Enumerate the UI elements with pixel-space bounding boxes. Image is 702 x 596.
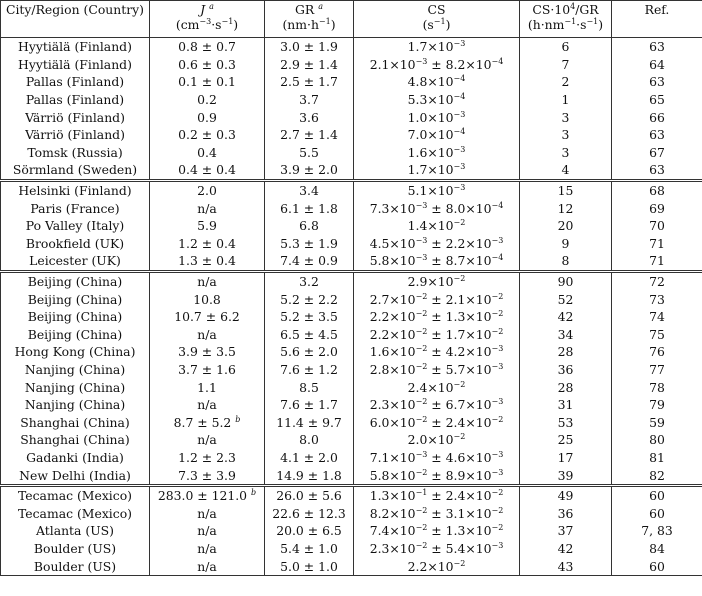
table-row bbox=[1, 217, 702, 235]
cell-cs: $2.2\times 10^{-2} \pm 1.7\times 10^{-2}$ bbox=[354, 326, 520, 344]
cell-j: 10.8 bbox=[150, 290, 265, 308]
cell-gr: 3.4 bbox=[265, 180, 354, 199]
cell-city: Brookfield (UK) bbox=[1, 235, 150, 253]
cell-ref: 69 bbox=[612, 199, 702, 217]
cell-ratio: 37 bbox=[520, 522, 612, 540]
table-row bbox=[1, 73, 702, 91]
cell-ratio: 36 bbox=[520, 361, 612, 379]
cell-gr: 5.2 ± 3.5 bbox=[265, 308, 354, 326]
header-cs: CS $(s^{-1})$ bbox=[354, 1, 520, 38]
header-cs-gr-ratio: $CS\cdot 10^4/GR$ $(h\cdot nm^{-1}\cdot s^{-1})$ bbox=[520, 1, 612, 38]
cell-city: Po Valley (Italy) bbox=[1, 217, 150, 235]
cell-city: Beijing (China) bbox=[1, 290, 150, 308]
header-ref: Ref. bbox=[612, 1, 702, 38]
cell-ratio: 9 bbox=[520, 235, 612, 253]
cell-city: Beijing (China) bbox=[1, 271, 150, 290]
table-row bbox=[1, 308, 702, 326]
cell-ratio: 3 bbox=[520, 108, 612, 126]
cell-j: 0.2 ± 0.3 bbox=[150, 126, 265, 144]
cell-gr: 26.0 ± 5.6 bbox=[265, 485, 354, 504]
cell-ratio: 3 bbox=[520, 144, 612, 162]
cell-cs: $2.3\times 10^{-2} \pm 5.4\times 10^{-3}$ bbox=[354, 540, 520, 558]
table-row bbox=[1, 235, 702, 253]
cell-cs: $5.8\times 10^{-2} \pm 8.9\times 10^{-3}$ bbox=[354, 466, 520, 485]
cell-ref: 71 bbox=[612, 252, 702, 271]
cell-cs: $1.4\times 10^{-2}$ bbox=[354, 217, 520, 235]
table-body bbox=[1, 38, 702, 576]
cell-cs: $6.0\times 10^{-2} \pm 2.4\times 10^{-2}$ bbox=[354, 413, 520, 431]
cell-j: 8.7 ± 5.2 $^b$ bbox=[150, 413, 265, 431]
table-row bbox=[1, 522, 702, 540]
header-row bbox=[1, 1, 702, 38]
cell-cs: $5.3\times 10^{-4}$ bbox=[354, 91, 520, 109]
cell-ratio: 52 bbox=[520, 290, 612, 308]
cell-ref: 67 bbox=[612, 144, 702, 162]
cell-ratio: 39 bbox=[520, 466, 612, 485]
cell-gr: 6.8 bbox=[265, 217, 354, 235]
header-city: City/Region (Country) bbox=[1, 1, 150, 38]
table-row bbox=[1, 466, 702, 485]
cell-j: 7.3 ± 3.9 bbox=[150, 466, 265, 485]
cell-j: 0.1 ± 0.1 bbox=[150, 73, 265, 91]
cell-gr: 14.9 ± 1.8 bbox=[265, 466, 354, 485]
cell-cs: $1.0\times 10^{-3}$ bbox=[354, 108, 520, 126]
cell-cs: $2.7\times 10^{-2} \pm 2.1\times 10^{-2}$ bbox=[354, 290, 520, 308]
cell-cs: $1.7\times 10^{-3}$ bbox=[354, 38, 520, 56]
cell-ratio: 20 bbox=[520, 217, 612, 235]
cell-cs: $1.3\times 10^{-1} \pm 2.4\times 10^{-2}$ bbox=[354, 485, 520, 504]
cell-cs: $7.0\times 10^{-4}$ bbox=[354, 126, 520, 144]
table-row bbox=[1, 504, 702, 522]
cell-j: 3.7 ± 1.6 bbox=[150, 361, 265, 379]
cell-j: 0.8 ± 0.7 bbox=[150, 38, 265, 56]
cell-gr: 8.0 bbox=[265, 431, 354, 449]
cell-ref: 79 bbox=[612, 396, 702, 414]
cell-ref: 81 bbox=[612, 449, 702, 467]
cell-city: Sörmland (Sweden) bbox=[1, 161, 150, 180]
cell-j: 3.9 ± 3.5 bbox=[150, 343, 265, 361]
cell-j: 0.9 bbox=[150, 108, 265, 126]
cell-gr: 7.6 ± 1.7 bbox=[265, 396, 354, 414]
table-row bbox=[1, 161, 702, 180]
cell-cs: $5.1\times 10^{-3}$ bbox=[354, 180, 520, 199]
cell-gr: 8.5 bbox=[265, 378, 354, 396]
cell-city: Nanjing (China) bbox=[1, 396, 150, 414]
cell-gr: 6.1 ± 1.8 bbox=[265, 199, 354, 217]
cell-ref: 71 bbox=[612, 235, 702, 253]
cell-j: 0.4 ± 0.4 bbox=[150, 161, 265, 180]
cell-ref: 64 bbox=[612, 56, 702, 74]
cell-city: Boulder (US) bbox=[1, 540, 150, 558]
cell-ref: 60 bbox=[612, 557, 702, 575]
table-row bbox=[1, 540, 702, 558]
cell-j: 0.2 bbox=[150, 91, 265, 109]
table-row bbox=[1, 343, 702, 361]
cell-gr: 2.9 ± 1.4 bbox=[265, 56, 354, 74]
table-row bbox=[1, 557, 702, 575]
cell-cs: $2.4\times 10^{-2}$ bbox=[354, 378, 520, 396]
table-row bbox=[1, 413, 702, 431]
cell-ratio: 42 bbox=[520, 540, 612, 558]
table-row bbox=[1, 91, 702, 109]
cell-ref: 70 bbox=[612, 217, 702, 235]
table-row bbox=[1, 271, 702, 290]
cell-ratio: 90 bbox=[520, 271, 612, 290]
cell-gr: 20.0 ± 6.5 bbox=[265, 522, 354, 540]
table-row bbox=[1, 180, 702, 199]
cell-ref: 63 bbox=[612, 38, 702, 56]
cell-city: Nanjing (China) bbox=[1, 361, 150, 379]
cell-cs: $2.2\times 10^{-2}$ bbox=[354, 557, 520, 575]
header-j: J $^a$ $(cm^{-3}\cdot s^{-1})$ bbox=[150, 1, 265, 38]
cell-ratio: 12 bbox=[520, 199, 612, 217]
cell-gr: 22.6 ± 12.3 bbox=[265, 504, 354, 522]
cell-ratio: 2 bbox=[520, 73, 612, 91]
cell-ratio: 42 bbox=[520, 308, 612, 326]
cell-gr: 3.6 bbox=[265, 108, 354, 126]
cell-ref: 63 bbox=[612, 126, 702, 144]
cell-gr: 6.5 ± 4.5 bbox=[265, 326, 354, 344]
table-row bbox=[1, 144, 702, 162]
cell-cs: $2.0\times 10^{-2}$ bbox=[354, 431, 520, 449]
cell-cs: $2.1\times 10^{-3} \pm 8.2\times 10^{-4}$ bbox=[354, 56, 520, 74]
cell-ratio: 25 bbox=[520, 431, 612, 449]
cell-ratio: 36 bbox=[520, 504, 612, 522]
cell-city: Hong Kong (China) bbox=[1, 343, 150, 361]
cell-ratio: 8 bbox=[520, 252, 612, 271]
cell-ref: 76 bbox=[612, 343, 702, 361]
cell-j: n/a bbox=[150, 199, 265, 217]
cell-gr: 5.6 ± 2.0 bbox=[265, 343, 354, 361]
cell-ref: 75 bbox=[612, 326, 702, 344]
cell-j: n/a bbox=[150, 504, 265, 522]
cell-ratio: 17 bbox=[520, 449, 612, 467]
cell-j: 0.6 ± 0.3 bbox=[150, 56, 265, 74]
table-row bbox=[1, 431, 702, 449]
cell-cs: $1.6\times 10^{-2} \pm 4.2\times 10^{-3}$ bbox=[354, 343, 520, 361]
cell-ref: 82 bbox=[612, 466, 702, 485]
table-row bbox=[1, 378, 702, 396]
cell-j: 0.4 bbox=[150, 144, 265, 162]
cell-ref: 77 bbox=[612, 361, 702, 379]
cell-city: Helsinki (Finland) bbox=[1, 180, 150, 199]
table-row bbox=[1, 396, 702, 414]
cell-gr: 3.7 bbox=[265, 91, 354, 109]
cell-ratio: 3 bbox=[520, 126, 612, 144]
cell-cs: $4.8\times 10^{-4}$ bbox=[354, 73, 520, 91]
table-row bbox=[1, 485, 702, 504]
table-row bbox=[1, 252, 702, 271]
cell-cs: $7.4\times 10^{-2} \pm 1.3\times 10^{-2}$ bbox=[354, 522, 520, 540]
cell-ratio: 4 bbox=[520, 161, 612, 180]
cell-j: n/a bbox=[150, 396, 265, 414]
cell-j: n/a bbox=[150, 522, 265, 540]
cell-cs: $1.7\times 10^{-3}$ bbox=[354, 161, 520, 180]
table-row bbox=[1, 449, 702, 467]
cell-ref: 60 bbox=[612, 485, 702, 504]
cell-ratio: 28 bbox=[520, 343, 612, 361]
cell-cs: $2.9\times 10^{-2}$ bbox=[354, 271, 520, 290]
cell-ref: 74 bbox=[612, 308, 702, 326]
cell-ratio: 28 bbox=[520, 378, 612, 396]
cell-cs: $5.8\times 10^{-3} \pm 8.7\times 10^{-4}$ bbox=[354, 252, 520, 271]
cell-city: Pallas (Finland) bbox=[1, 73, 150, 91]
cell-gr: 11.4 ± 9.7 bbox=[265, 413, 354, 431]
cell-ratio: 34 bbox=[520, 326, 612, 344]
cell-ref: 72 bbox=[612, 271, 702, 290]
cell-cs: $2.8\times 10^{-2} \pm 5.7\times 10^{-3}$ bbox=[354, 361, 520, 379]
cell-ratio: 53 bbox=[520, 413, 612, 431]
table-row bbox=[1, 361, 702, 379]
cell-gr: 3.9 ± 2.0 bbox=[265, 161, 354, 180]
cell-city: Nanjing (China) bbox=[1, 378, 150, 396]
cell-gr: 3.0 ± 1.9 bbox=[265, 38, 354, 56]
cell-j: n/a bbox=[150, 540, 265, 558]
cell-j: 1.2 ± 0.4 bbox=[150, 235, 265, 253]
cell-ratio: 15 bbox=[520, 180, 612, 199]
cell-ref: 7, 83 bbox=[612, 522, 702, 540]
table-row bbox=[1, 56, 702, 74]
cell-ref: 78 bbox=[612, 378, 702, 396]
cell-city: Hyytiälä (Finland) bbox=[1, 38, 150, 56]
table-row bbox=[1, 290, 702, 308]
header-gr: GR $^a$ $(nm\cdot h^{-1})$ bbox=[265, 1, 354, 38]
cell-j: 10.7 ± 6.2 bbox=[150, 308, 265, 326]
cell-j: n/a bbox=[150, 271, 265, 290]
cell-ratio: 49 bbox=[520, 485, 612, 504]
cell-city: Värriö (Finland) bbox=[1, 126, 150, 144]
cell-j: 5.9 bbox=[150, 217, 265, 235]
cell-city: Atlanta (US) bbox=[1, 522, 150, 540]
cell-gr: 2.7 ± 1.4 bbox=[265, 126, 354, 144]
cell-j: 1.2 ± 2.3 bbox=[150, 449, 265, 467]
cell-j: 1.1 bbox=[150, 378, 265, 396]
cell-gr: 2.5 ± 1.7 bbox=[265, 73, 354, 91]
cell-ref: 68 bbox=[612, 180, 702, 199]
cell-cs: $7.1\times 10^{-3} \pm 4.6\times 10^{-3}$ bbox=[354, 449, 520, 467]
table-row bbox=[1, 326, 702, 344]
cell-gr: 4.1 ± 2.0 bbox=[265, 449, 354, 467]
table-row bbox=[1, 199, 702, 217]
cell-city: Pallas (Finland) bbox=[1, 91, 150, 109]
cell-cs: $8.2\times 10^{-2} \pm 3.1\times 10^{-2}$ bbox=[354, 504, 520, 522]
table-row bbox=[1, 126, 702, 144]
cell-city: Beijing (China) bbox=[1, 308, 150, 326]
cell-city: Värriö (Finland) bbox=[1, 108, 150, 126]
table-row bbox=[1, 108, 702, 126]
cell-ratio: 6 bbox=[520, 38, 612, 56]
cell-city: Tomsk (Russia) bbox=[1, 144, 150, 162]
cell-gr: 7.4 ± 0.9 bbox=[265, 252, 354, 271]
cell-cs: $7.3\times 10^{-3} \pm 8.0\times 10^{-4}$ bbox=[354, 199, 520, 217]
cell-cs: $1.6\times 10^{-3}$ bbox=[354, 144, 520, 162]
cell-j: n/a bbox=[150, 431, 265, 449]
cell-ratio: 7 bbox=[520, 56, 612, 74]
cell-j: 283.0 ± 121.0 $^b$ bbox=[150, 485, 265, 504]
cell-gr: 5.2 ± 2.2 bbox=[265, 290, 354, 308]
cell-ratio: 31 bbox=[520, 396, 612, 414]
cell-gr: 7.6 ± 1.2 bbox=[265, 361, 354, 379]
cell-city: Boulder (US) bbox=[1, 557, 150, 575]
cell-city: Hyytiälä (Finland) bbox=[1, 56, 150, 74]
cell-ref: 65 bbox=[612, 91, 702, 109]
cell-gr: 5.3 ± 1.9 bbox=[265, 235, 354, 253]
cell-ref: 73 bbox=[612, 290, 702, 308]
cell-cs: $2.3\times 10^{-2} \pm 6.7\times 10^{-3}$ bbox=[354, 396, 520, 414]
cell-city: Paris (France) bbox=[1, 199, 150, 217]
cell-city: Shanghai (China) bbox=[1, 431, 150, 449]
cell-cs: $4.5\times 10^{-3} \pm 2.2\times 10^{-3}$ bbox=[354, 235, 520, 253]
cell-city: Tecamac (Mexico) bbox=[1, 504, 150, 522]
cell-city: Leicester (UK) bbox=[1, 252, 150, 271]
cell-city: Beijing (China) bbox=[1, 326, 150, 344]
cell-ref: 60 bbox=[612, 504, 702, 522]
cell-gr: 3.2 bbox=[265, 271, 354, 290]
cell-ref: 59 bbox=[612, 413, 702, 431]
cell-j: 2.0 bbox=[150, 180, 265, 199]
cell-gr: 5.4 ± 1.0 bbox=[265, 540, 354, 558]
cell-ref: 63 bbox=[612, 161, 702, 180]
cell-j: n/a bbox=[150, 326, 265, 344]
cell-city: Tecamac (Mexico) bbox=[1, 485, 150, 504]
cell-city: New Delhi (India) bbox=[1, 466, 150, 485]
cell-j: n/a bbox=[150, 557, 265, 575]
cell-ref: 66 bbox=[612, 108, 702, 126]
cell-gr: 5.5 bbox=[265, 144, 354, 162]
cell-ratio: 43 bbox=[520, 557, 612, 575]
cell-j: 1.3 ± 0.4 bbox=[150, 252, 265, 271]
cell-ratio: 1 bbox=[520, 91, 612, 109]
cell-city: Shanghai (China) bbox=[1, 413, 150, 431]
cell-ref: 80 bbox=[612, 431, 702, 449]
cell-ref: 63 bbox=[612, 73, 702, 91]
cell-city: Gadanki (India) bbox=[1, 449, 150, 467]
cell-ref: 84 bbox=[612, 540, 702, 558]
cell-cs: $2.2\times 10^{-2} \pm 1.3\times 10^{-2}$ bbox=[354, 308, 520, 326]
cell-gr: 5.0 ± 1.0 bbox=[265, 557, 354, 575]
table-row bbox=[1, 38, 702, 56]
